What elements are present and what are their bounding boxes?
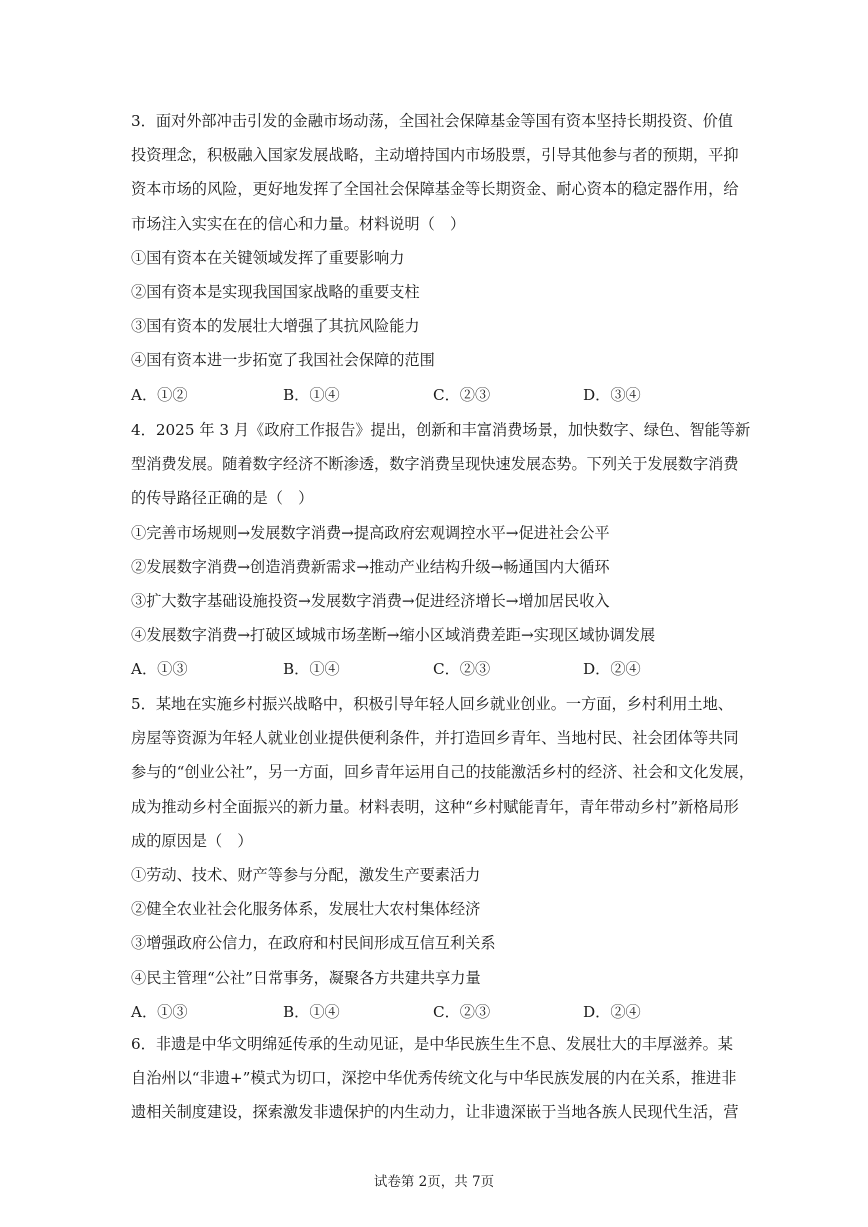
statement-2: ②发展数字消费→创造消费新需求→推动产业结构升级→畅通国内大循环	[131, 557, 610, 576]
stem-line: 6．非遗是中华文明绵延传承的生动见证，是中华民族生生不息、发展壮大的丰厚滋养。某	[131, 1035, 733, 1053]
statement-1: ①国有资本在关键领域发挥了重要影响力	[131, 248, 405, 267]
choice-b: B．①④	[283, 1002, 340, 1021]
stem-line: 自治州以“非遗+”模式为切口，深挖中华优秀传统文化与中华民族发展的内在关系，推进非	[131, 1069, 737, 1088]
question-stem	[131, 687, 755, 858]
question-6	[131, 1027, 743, 1130]
choice-b: B．①④	[283, 660, 340, 679]
answer-choices	[131, 995, 743, 1029]
question-stem	[131, 413, 751, 516]
page-footer: 试卷第 2页，共 7页	[373, 1174, 495, 1190]
question-stem	[131, 1027, 743, 1130]
question-5	[131, 687, 755, 1029]
statement-4: ④民主管理“公社”日常事务，凝聚各方共建共享力量	[131, 968, 481, 987]
question-stem	[131, 104, 743, 241]
stem-line: 市场注入实实在在的信心和力量。材料说明（ ）	[131, 214, 466, 233]
stem-line: 资本市场的风险，更好地发挥了全国社会保障基金等长期资金、耐心资本的稳定器作用，给	[131, 180, 739, 199]
statement-1: ①完善市场规则→发展数字消费→提高政府宏观调控水平→促进社会公平	[131, 523, 610, 542]
question-3	[131, 104, 743, 412]
stem-line: 参与的“创业公社”，另一方面，回乡青年运用自己的技能激活乡村的经济、社会和文化发展，	[131, 763, 755, 782]
answer-choices	[131, 378, 743, 412]
statement-3: ③增强政府公信力，在政府和村民间形成互信互利关系	[131, 934, 496, 953]
choice-a: A．①③	[131, 1002, 188, 1021]
choice-d: D．②④	[583, 1002, 641, 1021]
stem-line: 房屋等资源为年轻人就业创业提供便利条件，并打造回乡青年、当地村民、社会团体等共同	[131, 729, 739, 748]
stem-line: 成的原因是（ ）	[131, 831, 253, 850]
stem-line: 成为推动乡村全面振兴的新力量。材料表明，这种“乡村赋能青年，青年带动乡村”新格局形	[131, 797, 739, 816]
stem-line: 4．2025 年 3 月《政府工作报告》提出，创新和丰富消费场景，加快数字、绿色、智能等新	[131, 421, 751, 439]
answer-choices	[131, 652, 743, 686]
stem-line: 5．某地在实施乡村振兴战略中，积极引导年轻人回乡就业创业。一方面，乡村利用土地、	[131, 695, 733, 713]
choice-c: C．②③	[433, 1002, 491, 1021]
stem-line: 型消费发展。随着数字经济不断渗透，数字消费呈现快速发展态势。下列关于发展数字消费	[131, 455, 739, 474]
statement-2: ②健全农业社会化服务体系，发展壮大农村集体经济	[131, 900, 481, 919]
statement-1: ①劳动、技术、财产等参与分配，激发生产要素活力	[131, 866, 481, 885]
choice-c: C．②③	[433, 660, 491, 679]
statement-3: ③扩大数字基础设施投资→发展数字消费→促进经济增长→增加居民收入	[131, 592, 610, 611]
statement-2: ②国有资本是实现我国国家战略的重要支柱	[131, 283, 420, 302]
choice-b: B．①④	[283, 385, 340, 404]
question-4	[131, 413, 751, 686]
statement-4: ④发展数字消费→打破区域城市场垄断→缩小区域消费差距→实现区域协调发展	[131, 626, 656, 645]
statement-4: ④国有资本进一步拓宽了我国社会保障的范围	[131, 351, 435, 370]
stem-line: 的传导路径正确的是（ ）	[131, 489, 314, 508]
choice-a: A．①③	[131, 660, 188, 679]
stem-line: 遗相关制度建设，探索激发非遗保护的内生动力，让非遗深嵌于当地各族人民现代生活，营	[131, 1103, 739, 1122]
stem-line: 3．面对外部冲击引发的金融市场动荡，全国社会保障基金等国有资本坚持长期投资、价值	[131, 112, 733, 130]
choice-c: C．②③	[433, 385, 491, 404]
choice-a: A．①②	[131, 385, 188, 404]
choice-d: D．③④	[583, 385, 641, 404]
statement-3: ③国有资本的发展壮大增强了其抗风险能力	[131, 317, 420, 336]
stem-line: 投资理念，积极融入国家发展战略，主动增持国内市场股票，引导其他参与者的预期，平抑	[131, 146, 739, 165]
choice-d: D．②④	[583, 660, 641, 679]
